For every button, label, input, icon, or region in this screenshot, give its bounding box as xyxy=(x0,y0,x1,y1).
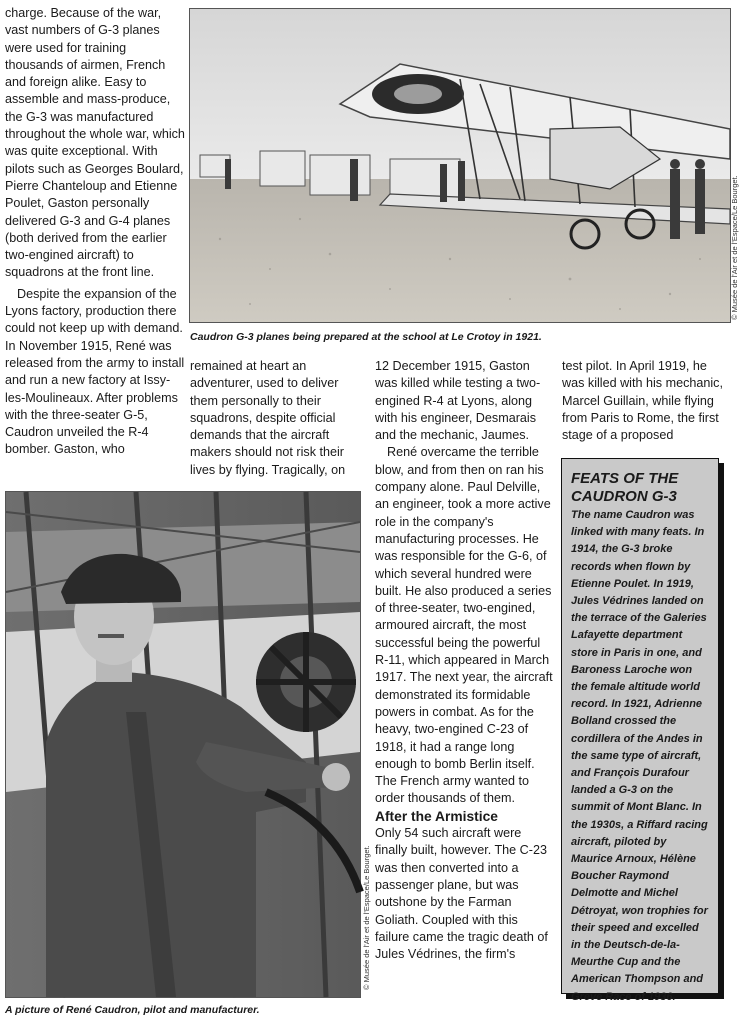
sidebar-body-text: The name Caudron was linked with many feats. In 1914, the G-3 broke records when flown by Etienne Poulet. In 1919, Jules Védrines landed on the terrace of the Galeries Lafayette department store in Paris in one, and Baroness Laroche won the female altitude world record. In 1921, Adrienne Bolland crossed the cordillera of the Andes in the same type of aircraft, and François Durafour landed a G-3 on the summit of Mont Blanc. In the 1930s, a Riffard racing aircraft, piloted by Maurice Arnoux, Hélène Boucher Raymond Delmotte and Michel Détroyat, won trophies for their speed and excelled in the Deutsch-de-la-Meurthe Cup and the American Thompson and Greve Race of 1936. xyxy=(571,509,708,1003)
photo-bottom-caption: A picture of René Caudron, pilot and manufacturer. xyxy=(5,1004,260,1016)
column1-paragraph-1: charge. Because of the war, vast numbers of G-3 planes were used for training thousands of airmen, French and foreign alike. Easy to assemble and mass-produce, the G-3 was manufactured throughout the whole war, which was quite exceptional. With pilots such as Georges Boulard, Pierre Chanteloup and Etienne Poulet, Gaston personally delivered G-3 and G-4 planes (both derived from the earlier two-engined aircraft) to squadrons at the front line. xyxy=(5,6,185,280)
column2-text: remained at heart an adventurer, used to deliver them personally to their squadrons, despite official demands that the aircraft makers should not risk their lives by flying. Tragically, on xyxy=(190,359,346,477)
column3-paragraph-3: Only 54 such aircraft were finally built, however. The C-23 was then converted into a passenger plane, but was outshone by the Farman Goliath. Coupled with this failure came the tragic death of Jules Védrines, the firm's xyxy=(375,826,548,962)
photo-bottom-credit: © Musée de l'Air et de l'Espace/Le Bourget. xyxy=(362,845,371,990)
section-subheading: After the Armistice xyxy=(375,808,498,824)
photo-top-credit: © Musée de l'Air et de l'Espace/Le Bourget. xyxy=(730,175,739,320)
photo-top-caption: Caudron G-3 planes being prepared at the school at Le Crotoy in 1921. xyxy=(190,331,542,343)
article-column-3 xyxy=(375,358,553,963)
sidebar-title-line-1: FEATS OF THE xyxy=(571,470,679,487)
article-column-4 xyxy=(562,358,727,444)
sidebar-title-line-2: CAUDRON G-3 xyxy=(571,488,677,505)
rene-caudron-portrait-photo xyxy=(5,491,361,998)
article-column-1 xyxy=(5,5,185,459)
column1-paragraph-2: Despite the expansion of the Lyons factory, production there could not keep up with demand. In November 1915, René was released from the army to install and run a new factory at Issy-les-Moulineaux. After problems with the three-seater G-5, Caudron unveiled the R-4 bomber. Gaston, who xyxy=(5,286,185,457)
column3-paragraph-1: 12 December 1915, Gaston was killed while testing a two-engined R-4 at Lyons, along with his engineer, Desmarais and the mechanic, Jaumes. xyxy=(375,359,541,443)
caudron-g3-planes-photo xyxy=(189,8,731,323)
feats-sidebar-box xyxy=(561,458,719,1003)
article-column-2 xyxy=(190,358,365,479)
column4-text: test pilot. In April 1919, he was killed with his mechanic, Marcel Guillain, while flying from Paris to Rome, the first stage of a proposed xyxy=(562,359,723,443)
column3-paragraph-2: René overcame the terrible blow, and from then on ran his company alone. Paul Delville, an engineer, took a more active role in the company's manufacturing processes. He was responsible for the G-6, of which several hundred were built. He also produced a series of three-seater, two-engined, armoured aircraft, the most successful being the powerful R-11, which appeared in March 1917. The next year, the aircraft demonstrated its formidable powers in combat. As for the heavy, two-engined C-23 of 1918, it had a range long enough to bomb Berlin itself. The French army wanted to order thousands of them. xyxy=(375,445,553,806)
